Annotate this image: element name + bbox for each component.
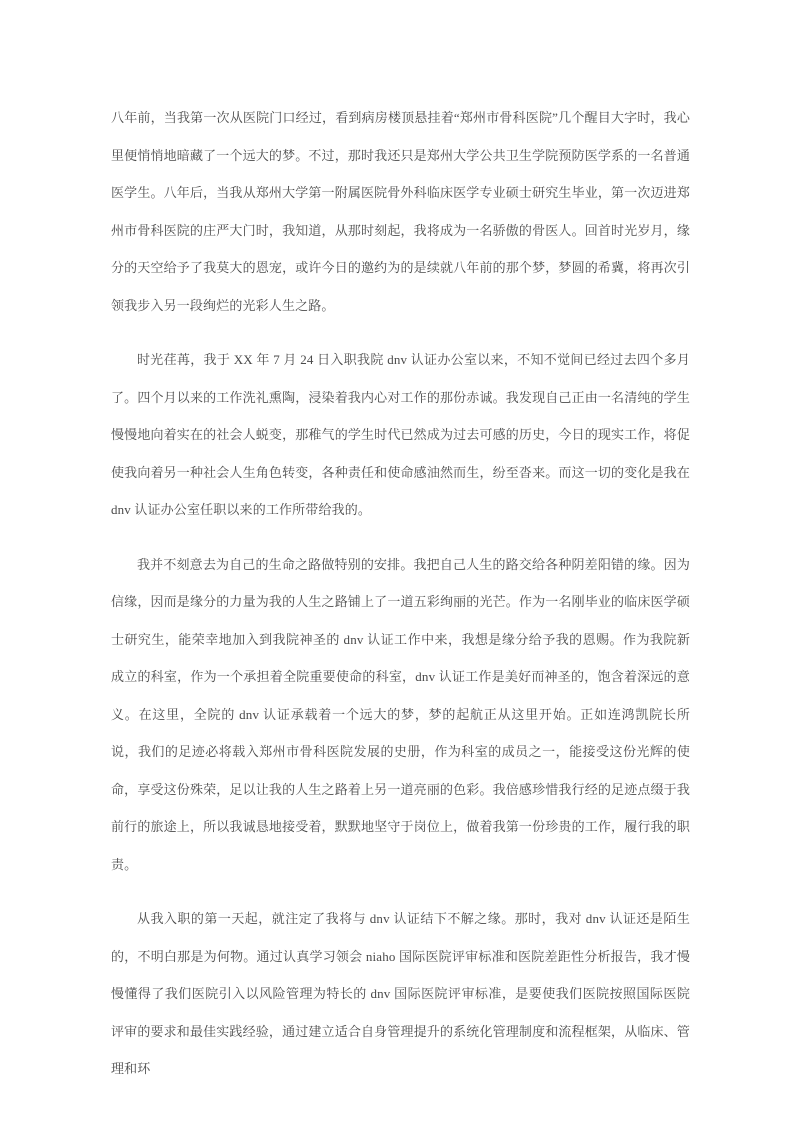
paragraph-2: 时光荏苒，我于 XX 年 7 月 24 日入职我院 dnv 认证办公室以来，不知不觉间已经过去四个多月了。四个月以来的工作洗礼熏陶，浸染着我内心对工作的那份赤诚。我发现自己正由一名清纯的学生慢慢地向着实在的社会人蜕变，那稚气的学生时代已然成为过去可感的历史，今日的现实工作，将促使我向着另一种社会人生角色转变，各种责任和使命感油然而生，纷至沓来。而这一切的变化是我在 dnv 认证办公室任职以来的工作所带给我的。 — [111, 352, 690, 517]
paragraph-4: 从我入职的第一天起，就注定了我将与 dnv 认证结下不解之缘。那时，我对 dnv 认证还是陌生的，不明白那是为何物。通过认真学习领会 niaho 国际医院评审标准和医院差距性分析报告，我才慢慢懂得了我们医院引入以风险管理为特长的 dnv 国际医院评审标准，是要使我们医院按照国际医院评审的要求和最佳实践经验，通过建立适合自身管理提升的系统化管理制度和流程框架，从临床、管理和环 — [111, 911, 690, 1076]
document-body — [111, 99, 690, 1105]
paragraph-3: 我并不刻意去为自己的生命之路做特别的安排。我把自己人生的路交给各种阴差阳错的缘。因为信缘，因而是缘分的力量为我的人生之路铺上了一道五彩绚丽的光芒。作为一名刚毕业的临床医学硕士研究生，能荣幸地加入到我院神圣的 dnv 认证工作中来，我想是缘分给予我的恩赐。作为我院新成立的科室，作为一个承担着全院重要使命的科室，dnv 认证工作是美好而神圣的，饱含着深远的意义。在这里，全院的 dnv 认证承载着一个远大的梦，梦的起航正从这里开始。正如连鸿凯院长所说，我们的足迹必将载入郑州市骨科医院发展的史册，作为科室的成员之一，能接受这份光辉的使命，享受这份殊荣，足以让我的人生之路着上另一道亮丽的色彩。我倍感珍惜我行经的足迹点缀于我前行的旅途上，所以我诚恳地接受着，默默地坚守于岗位上，做着我第一份珍贵的工作，履行我的职责。 — [111, 556, 690, 872]
paragraph-1: 八年前，当我第一次从医院门口经过，看到病房楼顶悬挂着“郑州市骨科医院”几个醒目大字时，我心里便悄悄地暗藏了一个远大的梦。不过，那时我还只是郑州大学公共卫生学院预防医学系的一名普通医学生。八年后，当我从郑州大学第一附属医院骨外科临床医学专业硕士研究生毕业，第一次迈进郑州市骨科医院的庄严大门时，我知道，从那时刻起，我将成为一名骄傲的骨医人。回首时光岁月，缘分的天空给予了我莫大的恩宠，或许今日的邀约为的是续就八年前的那个梦，梦圆的希冀，将再次引领我步入另一段绚烂的光彩人生之路。 — [111, 110, 690, 313]
